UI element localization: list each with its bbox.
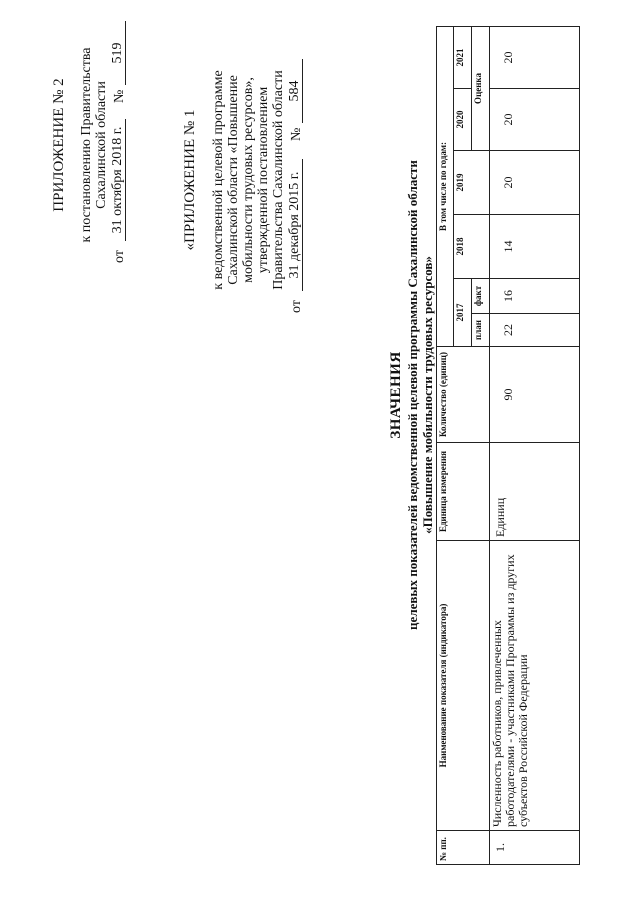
header-year-2017: 2017 — [454, 279, 472, 347]
table-row — [490, 26, 580, 864]
appendix-2-line2: Сахалинской области — [94, 81, 109, 209]
header-by-years: В том числе по годам: — [437, 26, 454, 346]
header-no: № пп. — [437, 831, 490, 865]
document-heading — [388, 115, 435, 675]
cell-2018: 14 — [490, 215, 580, 279]
appendix-1-line-3: утвержденной постановлением — [256, 86, 271, 274]
cell-fact-2017: 16 — [490, 279, 580, 314]
header-fact: факт — [472, 279, 490, 314]
cell-2021: 20 — [490, 26, 580, 88]
cell-name: Численность работников, привлеченных работодателями - участниками Программы из других субъектов Российской Федерации — [490, 541, 580, 831]
appendix-1-title: «ПРИЛОЖЕНИЕ № 1 — [182, 109, 198, 251]
header-plan: план — [472, 314, 490, 347]
header-qty: Количество (единиц) — [437, 347, 490, 443]
appendix-2-date: 31 октября 2018 г. — [110, 119, 126, 241]
cell-qty: 90 — [490, 347, 580, 443]
appendix-1-number-label: № — [289, 127, 304, 141]
header-name: Наименование показателя (индикатора) — [437, 541, 490, 831]
cell-2020: 20 — [490, 89, 580, 151]
appendix-2-number-label: № — [112, 89, 127, 103]
heading-line1: целевых показателей ведомственной целевой программы Сахалинской области — [405, 160, 420, 630]
appendix-1-line-2: мобильности трудовых ресурсов», — [241, 77, 256, 283]
appendix-1-number: 584 — [287, 59, 303, 123]
appendix-1-date: 31 декабря 2015 г. — [287, 159, 303, 291]
header-year-2019: 2019 — [454, 151, 490, 215]
appendix-1-from-label: от — [289, 300, 304, 313]
header-year-2021: 2021 — [454, 26, 472, 88]
header-unit: Единица измерения — [437, 443, 490, 541]
appendix-2-from-label: от — [112, 250, 127, 263]
appendix-2-date-row — [109, 15, 127, 275]
appendix-2-title: ПРИЛОЖЕНИЕ № 2 — [51, 78, 67, 212]
header-estimate: Оценка — [472, 26, 490, 150]
heading-line2: «Повышение мобильности трудовых ресурсов» — [420, 256, 435, 534]
appendix-1-line-1: Сахалинской области «Повышение — [226, 75, 241, 285]
header-year-2020: 2020 — [454, 89, 472, 151]
appendix-1-line-4: Правительства Сахалинской области — [271, 70, 286, 290]
appendix-1-date-row — [286, 35, 304, 325]
cell-no: 1. — [490, 831, 580, 865]
appendix-2-block — [52, 15, 127, 275]
appendix-2-number: 519 — [110, 21, 126, 85]
appendix-1-block — [183, 35, 304, 325]
cell-unit: Единиц — [490, 443, 580, 541]
header-year-2018: 2018 — [454, 215, 490, 279]
cell-plan-2017: 22 — [490, 314, 580, 347]
cell-2019: 20 — [490, 151, 580, 215]
appendix-2-line1: к постановлению Правительства — [79, 47, 94, 243]
heading-title: ЗНАЧЕНИЯ — [388, 351, 404, 439]
indicators-table — [436, 26, 580, 865]
appendix-1-line-0: к ведомственной целевой программе — [211, 70, 226, 290]
